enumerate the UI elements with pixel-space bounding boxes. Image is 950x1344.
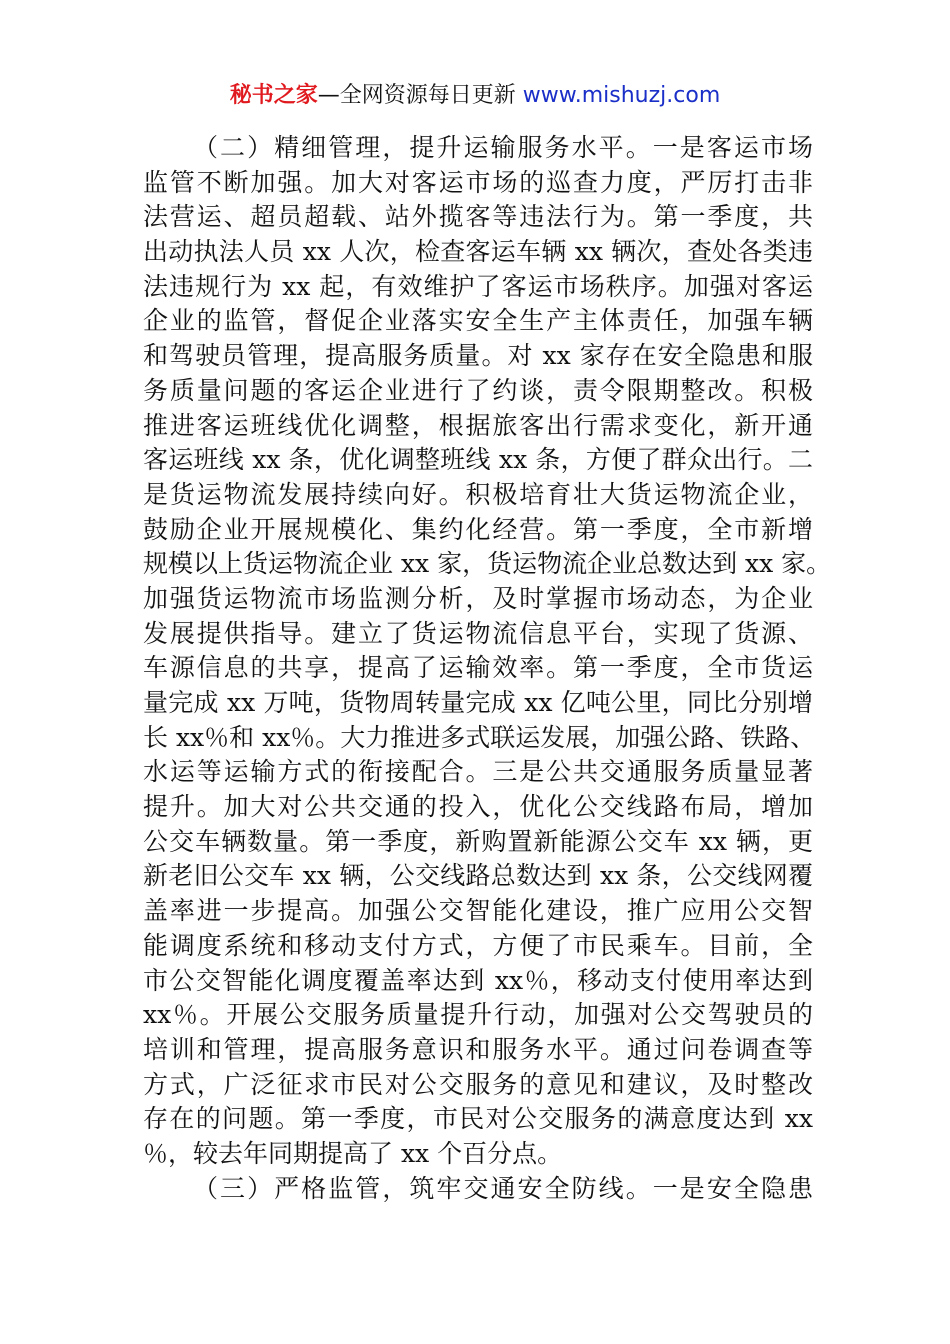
paragraph-line: 加强货运物流市场监测分析，及时掌握市场动态，为企业 [143, 583, 813, 613]
paragraph-line: 务质量问题的客运企业进行了约谈，责令限期整改。积极 [143, 375, 813, 405]
paragraph-line: 出动执法人员 xx 人次，检查客运车辆 xx 辆次，查处各类违 [143, 237, 813, 267]
paragraph-line: 车源信息的共享，提高了运输效率。第一季度，全市货运 [143, 653, 813, 683]
paragraph-line: 存在的问题。第一季度，市民对公交服务的满意度达到 xx [143, 1104, 813, 1134]
paragraph-line: ％，较去年同期提高了 xx 个百分点。 [143, 1138, 563, 1168]
paragraph-line: 客运班线 xx 条，优化调整班线 xx 条，方便了群众出行。二 [143, 445, 813, 475]
document-body [143, 131, 832, 1206]
paragraph-line: 公交车辆数量。第一季度，新购置新能源公交车 xx 辆，更 [143, 826, 813, 856]
site-url[interactable]: www.mishuzj.com [522, 83, 721, 108]
paragraph-line: 水运等运输方式的衔接配合。三是公共交通服务质量显著 [143, 757, 813, 787]
site-header [0, 80, 950, 112]
paragraph-line: 是货运物流发展持续向好。积极培育壮大货运物流企业， [143, 479, 813, 509]
paragraph-line: （三）严格监管，筑牢交通安全防线。一是安全隐患 [193, 1173, 813, 1203]
paragraph-line: 规模以上货运物流企业 xx 家，货运物流企业总数达到 xx 家。 [143, 549, 832, 579]
paragraph-line: 培训和管理，提高服务意识和服务水平。通过问卷调查等 [143, 1034, 813, 1064]
paragraph-line: 能调度系统和移动支付方式，方便了市民乘车。目前，全 [143, 930, 813, 960]
paragraph-line: （二）精细管理，提升运输服务水平。一是客运市场 [193, 133, 813, 162]
paragraph-line: 新老旧公交车 xx 辆，公交线路总数达到 xx 条，公交线网覆 [143, 861, 813, 891]
paragraph-line: 提升。加大对公共交通的投入，优化公交线路布局，增加 [143, 792, 813, 822]
paragraph-line: 盖率进一步提高。加强公交智能化建设，推广应用公交智 [143, 896, 813, 926]
paragraph-line: xx％。开展公交服务质量提升行动，加强对公交驾驶员的 [143, 1000, 813, 1030]
paragraph-line: 鼓励企业开展规模化、集约化经营。第一季度，全市新增 [143, 514, 813, 544]
paragraph-line: 长 xx％和 xx％。大力推进多式联运发展，加强公路、铁路、 [143, 722, 816, 752]
brand-name: 秘书之家 [229, 83, 318, 108]
paragraph-line: 法营运、超员超载、站外揽客等违法行为。第一季度，共 [143, 202, 813, 232]
paragraph-line: 企业的监管，督促企业落实安全生产主体责任，加强车辆 [143, 306, 813, 336]
paragraph-line: 推进客运班线优化调整，根据旅客出行需求变化，新开通 [143, 410, 813, 440]
site-tagline: —全网资源每日更新 [317, 83, 523, 108]
paragraph-line: 量完成 xx 万吨，货物周转量完成 xx 亿吨公里，同比分别增 [143, 688, 813, 717]
paragraph-line: 市公交智能化调度覆盖率达到 xx％，移动支付使用率达到 [143, 965, 813, 995]
paragraph-line: 方式，广泛征求市民对公交服务的意见和建议，及时整改 [143, 1069, 813, 1099]
paragraph-line: 法违规行为 xx 起，有效维护了客运市场秩序。加强对客运 [143, 271, 813, 301]
paragraph-line: 和驾驶员管理，提高服务质量。对 xx 家存在安全隐患和服 [143, 341, 813, 371]
paragraph-line: 发展提供指导。建立了货运物流信息平台，实现了货源、 [143, 618, 813, 648]
paragraph-line: 监管不断加强。加大对客运市场的巡查力度，严厉打击非 [143, 167, 813, 197]
